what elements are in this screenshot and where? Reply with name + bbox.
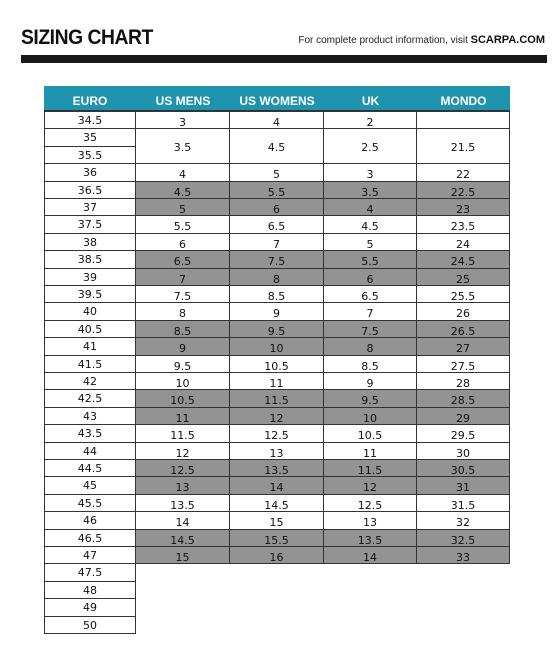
column-header-mondo: MONDO xyxy=(417,86,510,110)
size-cell-uk: 11.5 xyxy=(324,460,417,477)
size-cell-us-mens: 11.5 xyxy=(136,425,230,442)
size-cell-us-mens: 13 xyxy=(136,477,230,494)
size-cell-us-mens: 5 xyxy=(136,199,230,216)
size-cell-us-womens: 13.5 xyxy=(230,460,324,477)
euro-size-cell: 45.5 xyxy=(44,495,136,512)
header-note-text: For complete product information, visit xyxy=(298,35,471,46)
size-cell-uk: 7 xyxy=(324,303,417,320)
size-cell-mondo: 26 xyxy=(417,303,510,320)
size-cell-us-womens: 9.5 xyxy=(230,321,324,338)
size-cell-us-mens: 13.5 xyxy=(136,495,230,512)
size-cell-us-womens: 7.5 xyxy=(230,251,324,268)
size-cell-us-mens: 9.5 xyxy=(136,356,230,373)
sizing-table xyxy=(44,86,510,636)
size-cell-uk: 14 xyxy=(324,547,417,564)
size-cell-mondo: 22 xyxy=(417,164,510,181)
size-cell-mondo: 29.5 xyxy=(417,425,510,442)
size-cell-uk: 7.5 xyxy=(324,321,417,338)
size-cell-us-womens: 15.5 xyxy=(230,530,324,547)
euro-size-cell: 35.5 xyxy=(44,147,136,164)
euro-size-cell: 37 xyxy=(44,199,136,216)
size-cell-mondo: 32 xyxy=(417,512,510,529)
euro-size-cell: 36 xyxy=(44,164,136,181)
euro-size-cell: 39 xyxy=(44,269,136,286)
size-cell-uk: 9 xyxy=(324,373,417,390)
size-cell-mondo: 23 xyxy=(417,199,510,216)
size-cell-uk: 2 xyxy=(324,112,417,129)
euro-size-cell: 43.5 xyxy=(44,425,136,442)
euro-size-cell: 44 xyxy=(44,443,136,460)
size-cell-us-mens: 7.5 xyxy=(136,286,230,303)
size-cell-mondo xyxy=(417,112,510,129)
size-cell-us-womens: 11.5 xyxy=(230,390,324,407)
euro-size-cell: 48 xyxy=(44,582,136,599)
euro-size-cell: 50 xyxy=(44,617,136,634)
size-cell-mondo: 27.5 xyxy=(417,356,510,373)
euro-size-cell: 39.5 xyxy=(44,286,136,303)
size-cell-uk: 8 xyxy=(324,338,417,355)
size-cell-us-mens: 12 xyxy=(136,443,230,460)
euro-size-cell: 46 xyxy=(44,512,136,529)
size-cell-uk: 3.5 xyxy=(324,182,417,199)
size-cell-us-womens: 11 xyxy=(230,373,324,390)
column-header-us-mens: US MENS xyxy=(136,86,230,110)
euro-size-cell: 37.5 xyxy=(44,216,136,233)
size-cell-us-mens: 5.5 xyxy=(136,216,230,233)
size-cell-mondo: 21.5 xyxy=(417,129,510,164)
euro-size-cell: 42.5 xyxy=(44,390,136,407)
euro-size-cell: 40 xyxy=(44,303,136,320)
size-cell-us-mens: 15 xyxy=(136,547,230,564)
euro-size-cell: 41.5 xyxy=(44,356,136,373)
size-cell-uk: 4 xyxy=(324,199,417,216)
page-title: SIZING CHART xyxy=(21,26,153,49)
size-cell-us-mens: 10 xyxy=(136,373,230,390)
size-cell-us-womens: 4 xyxy=(230,112,324,129)
size-cell-mondo: 30.5 xyxy=(417,460,510,477)
euro-size-cell: 47.5 xyxy=(44,564,136,581)
size-cell-us-mens: 8 xyxy=(136,303,230,320)
size-cell-uk: 12.5 xyxy=(324,495,417,512)
size-cell-us-womens: 5.5 xyxy=(230,182,324,199)
size-cell-mondo: 28.5 xyxy=(417,390,510,407)
size-cell-mondo: 31 xyxy=(417,477,510,494)
size-cell-mondo: 25.5 xyxy=(417,286,510,303)
size-cell-mondo: 25 xyxy=(417,269,510,286)
euro-size-cell: 43 xyxy=(44,408,136,425)
size-cell-uk: 9.5 xyxy=(324,390,417,407)
column-header-euro: EURO xyxy=(44,86,136,110)
column-header-uk: UK xyxy=(324,86,417,110)
size-cell-uk: 6 xyxy=(324,269,417,286)
size-cell-mondo: 31.5 xyxy=(417,495,510,512)
size-cell-us-womens: 14.5 xyxy=(230,495,324,512)
size-cell-us-mens: 6.5 xyxy=(136,251,230,268)
euro-size-cell: 45 xyxy=(44,477,136,494)
size-cell-us-womens: 14 xyxy=(230,477,324,494)
euro-size-cell: 49 xyxy=(44,599,136,616)
size-cell-us-womens: 15 xyxy=(230,512,324,529)
size-cell-us-womens: 13 xyxy=(230,443,324,460)
size-cell-mondo: 30 xyxy=(417,443,510,460)
size-cell-us-mens: 7 xyxy=(136,269,230,286)
size-cell-us-womens: 6 xyxy=(230,199,324,216)
size-cell-us-mens: 12.5 xyxy=(136,460,230,477)
euro-size-cell: 38.5 xyxy=(44,251,136,268)
size-cell-uk: 8.5 xyxy=(324,356,417,373)
size-cell-uk: 13 xyxy=(324,512,417,529)
size-cell-uk: 12 xyxy=(324,477,417,494)
size-cell-uk: 3 xyxy=(324,164,417,181)
size-cell-uk: 6.5 xyxy=(324,286,417,303)
euro-size-cell: 41 xyxy=(44,338,136,355)
euro-size-cell: 36.5 xyxy=(44,182,136,199)
size-cell-uk: 2.5 xyxy=(324,129,417,164)
euro-size-cell: 42 xyxy=(44,373,136,390)
size-cell-us-womens: 12 xyxy=(230,408,324,425)
size-cell-mondo: 28 xyxy=(417,373,510,390)
euro-size-cell: 35 xyxy=(44,129,136,146)
euro-size-cell: 47 xyxy=(44,547,136,564)
size-cell-mondo: 33 xyxy=(417,547,510,564)
header-rule xyxy=(21,55,547,63)
size-cell-us-mens: 3 xyxy=(136,112,230,129)
size-cell-us-womens: 8 xyxy=(230,269,324,286)
size-cell-us-womens: 9 xyxy=(230,303,324,320)
size-cell-uk: 13.5 xyxy=(324,530,417,547)
euro-size-cell: 40.5 xyxy=(44,321,136,338)
size-cell-us-womens: 8.5 xyxy=(230,286,324,303)
size-cell-us-womens: 5 xyxy=(230,164,324,181)
size-cell-mondo: 29 xyxy=(417,408,510,425)
size-cell-us-mens: 11 xyxy=(136,408,230,425)
euro-size-cell: 46.5 xyxy=(44,530,136,547)
size-cell-us-mens: 8.5 xyxy=(136,321,230,338)
size-cell-us-mens: 14.5 xyxy=(136,530,230,547)
column-header-us-womens: US WOMENS xyxy=(230,86,324,110)
size-cell-us-mens: 10.5 xyxy=(136,390,230,407)
size-cell-us-womens: 10 xyxy=(230,338,324,355)
size-cell-uk: 10.5 xyxy=(324,425,417,442)
euro-size-cell: 38 xyxy=(44,234,136,251)
size-cell-uk: 5 xyxy=(324,234,417,251)
size-cell-uk: 10 xyxy=(324,408,417,425)
size-cell-us-mens: 4.5 xyxy=(136,182,230,199)
size-cell-us-mens: 9 xyxy=(136,338,230,355)
brand-link[interactable]: SCARPA.COM xyxy=(470,34,545,46)
size-cell-uk: 5.5 xyxy=(324,251,417,268)
size-cell-mondo: 26.5 xyxy=(417,321,510,338)
size-cell-mondo: 32.5 xyxy=(417,530,510,547)
size-cell-us-mens: 3.5 xyxy=(136,129,230,164)
size-cell-mondo: 24.5 xyxy=(417,251,510,268)
size-cell-uk: 11 xyxy=(324,443,417,460)
size-cell-us-mens: 6 xyxy=(136,234,230,251)
size-cell-mondo: 27 xyxy=(417,338,510,355)
size-cell-us-womens: 10.5 xyxy=(230,356,324,373)
size-cell-us-womens: 7 xyxy=(230,234,324,251)
size-cell-us-mens: 4 xyxy=(136,164,230,181)
euro-size-cell: 44.5 xyxy=(44,460,136,477)
size-cell-mondo: 23.5 xyxy=(417,216,510,233)
size-cell-us-womens: 12.5 xyxy=(230,425,324,442)
euro-size-cell: 34.5 xyxy=(44,112,136,129)
size-cell-us-womens: 4.5 xyxy=(230,129,324,164)
size-cell-uk: 4.5 xyxy=(324,216,417,233)
header-note xyxy=(298,34,545,47)
size-cell-us-womens: 6.5 xyxy=(230,216,324,233)
size-cell-mondo: 22.5 xyxy=(417,182,510,199)
size-cell-mondo: 24 xyxy=(417,234,510,251)
size-cell-us-womens: 16 xyxy=(230,547,324,564)
size-cell-us-mens: 14 xyxy=(136,512,230,529)
